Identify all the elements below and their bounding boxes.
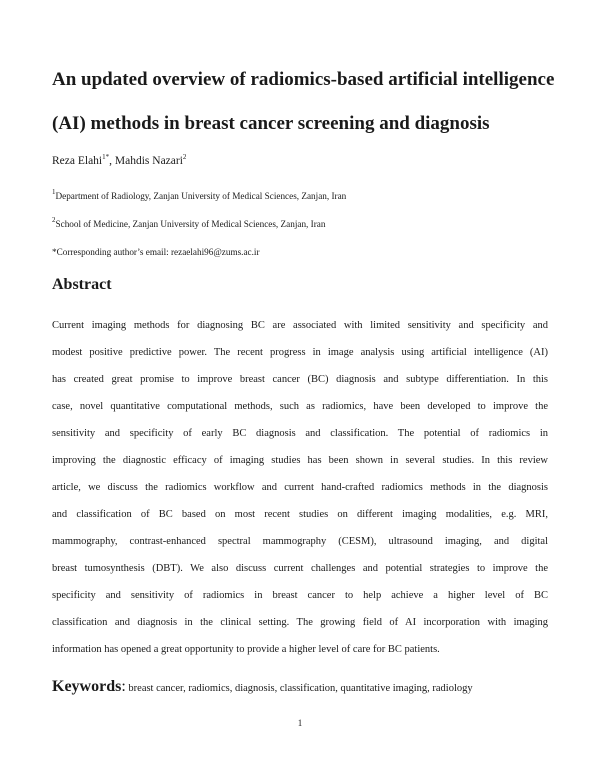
abstract-line: article, we discuss the radiomics workflow and current hand-crafted radiomics methods in the diagnosis xyxy=(52,482,548,493)
author-superscript: 2 xyxy=(182,153,187,161)
author-superscript: 1* xyxy=(102,153,110,161)
abstract-line: improving the diagnostic efficacy of imaging studies has been shown in several studies. In this review xyxy=(52,455,548,466)
abstract-line: breast tumosynthesis (DBT). We also discuss current challenges and potential strategies to improve the xyxy=(52,563,548,574)
abstract-line: case, novel quantitative computational methods, such as radiomics, have been developed to improve the xyxy=(52,401,548,412)
abstract-line: has created great promise to improve breast cancer (BC) diagnosis and subtype differentiation. In this xyxy=(52,374,548,385)
abstract-line: mammography, contrast-enhanced spectral mammography (CESM), ultrasound imaging, and digital xyxy=(52,536,548,547)
page-number: 1 xyxy=(297,718,303,728)
keywords-colon: : xyxy=(121,678,126,695)
keywords-text: breast cancer, radiomics, diagnosis, classification, quantitative imaging, radiology xyxy=(125,683,473,694)
paper-title-line-1: An updated overview of radiomics-based artificial intelligence xyxy=(52,69,555,90)
affiliation-text: Department of Radiology, Zanjan University of Medical Sciences, Zanjan, Iran xyxy=(55,191,347,201)
paper-title-line-2: (AI) methods in breast cancer screening and diagnosis xyxy=(52,113,490,134)
abstract-line: sensitivity and specificity of early BC diagnosis and classification. The potential of radiomics in xyxy=(52,428,548,439)
affiliation-text: School of Medicine, Zanjan University of Medical Sciences, Zanjan, Iran xyxy=(55,219,326,229)
author-list xyxy=(52,154,186,168)
keywords-label: Keywords xyxy=(52,678,122,695)
corresponding-author-email: *Corresponding author’s email: rezaelahi96@zums.ac.ir xyxy=(52,247,260,257)
abstract-line: modest positive predictive power. The recent progress in image analysis using artificial intelligence (AI) xyxy=(52,347,548,358)
affiliation-superscript: 2 xyxy=(52,216,56,224)
author-separator: , xyxy=(109,155,115,167)
author-name: Reza Elahi xyxy=(52,155,103,167)
abstract-line: and classification of BC based on most recent studies on different imaging modalities, e.g. MRI, xyxy=(52,509,548,520)
affiliation-1 xyxy=(52,190,346,202)
author-name: Mahdis Nazari xyxy=(114,155,183,167)
abstract-line: information has opened a great opportunity to provide a higher level of care for BC patients. xyxy=(52,644,440,655)
abstract-heading: Abstract xyxy=(52,276,112,293)
abstract-line: specificity and sensitivity of radiomics in breast cancer to help achieve a higher level of BC xyxy=(52,590,548,601)
abstract-line: Current imaging methods for diagnosing BC are associated with limited sensitivity and specificity and xyxy=(52,320,548,331)
affiliation-superscript: 1 xyxy=(52,188,56,196)
affiliation-2 xyxy=(52,218,325,230)
keywords-line xyxy=(52,678,473,698)
abstract-line: classification and diagnosis in the clinical setting. The growing field of AI incorporation with imaging xyxy=(52,617,548,628)
